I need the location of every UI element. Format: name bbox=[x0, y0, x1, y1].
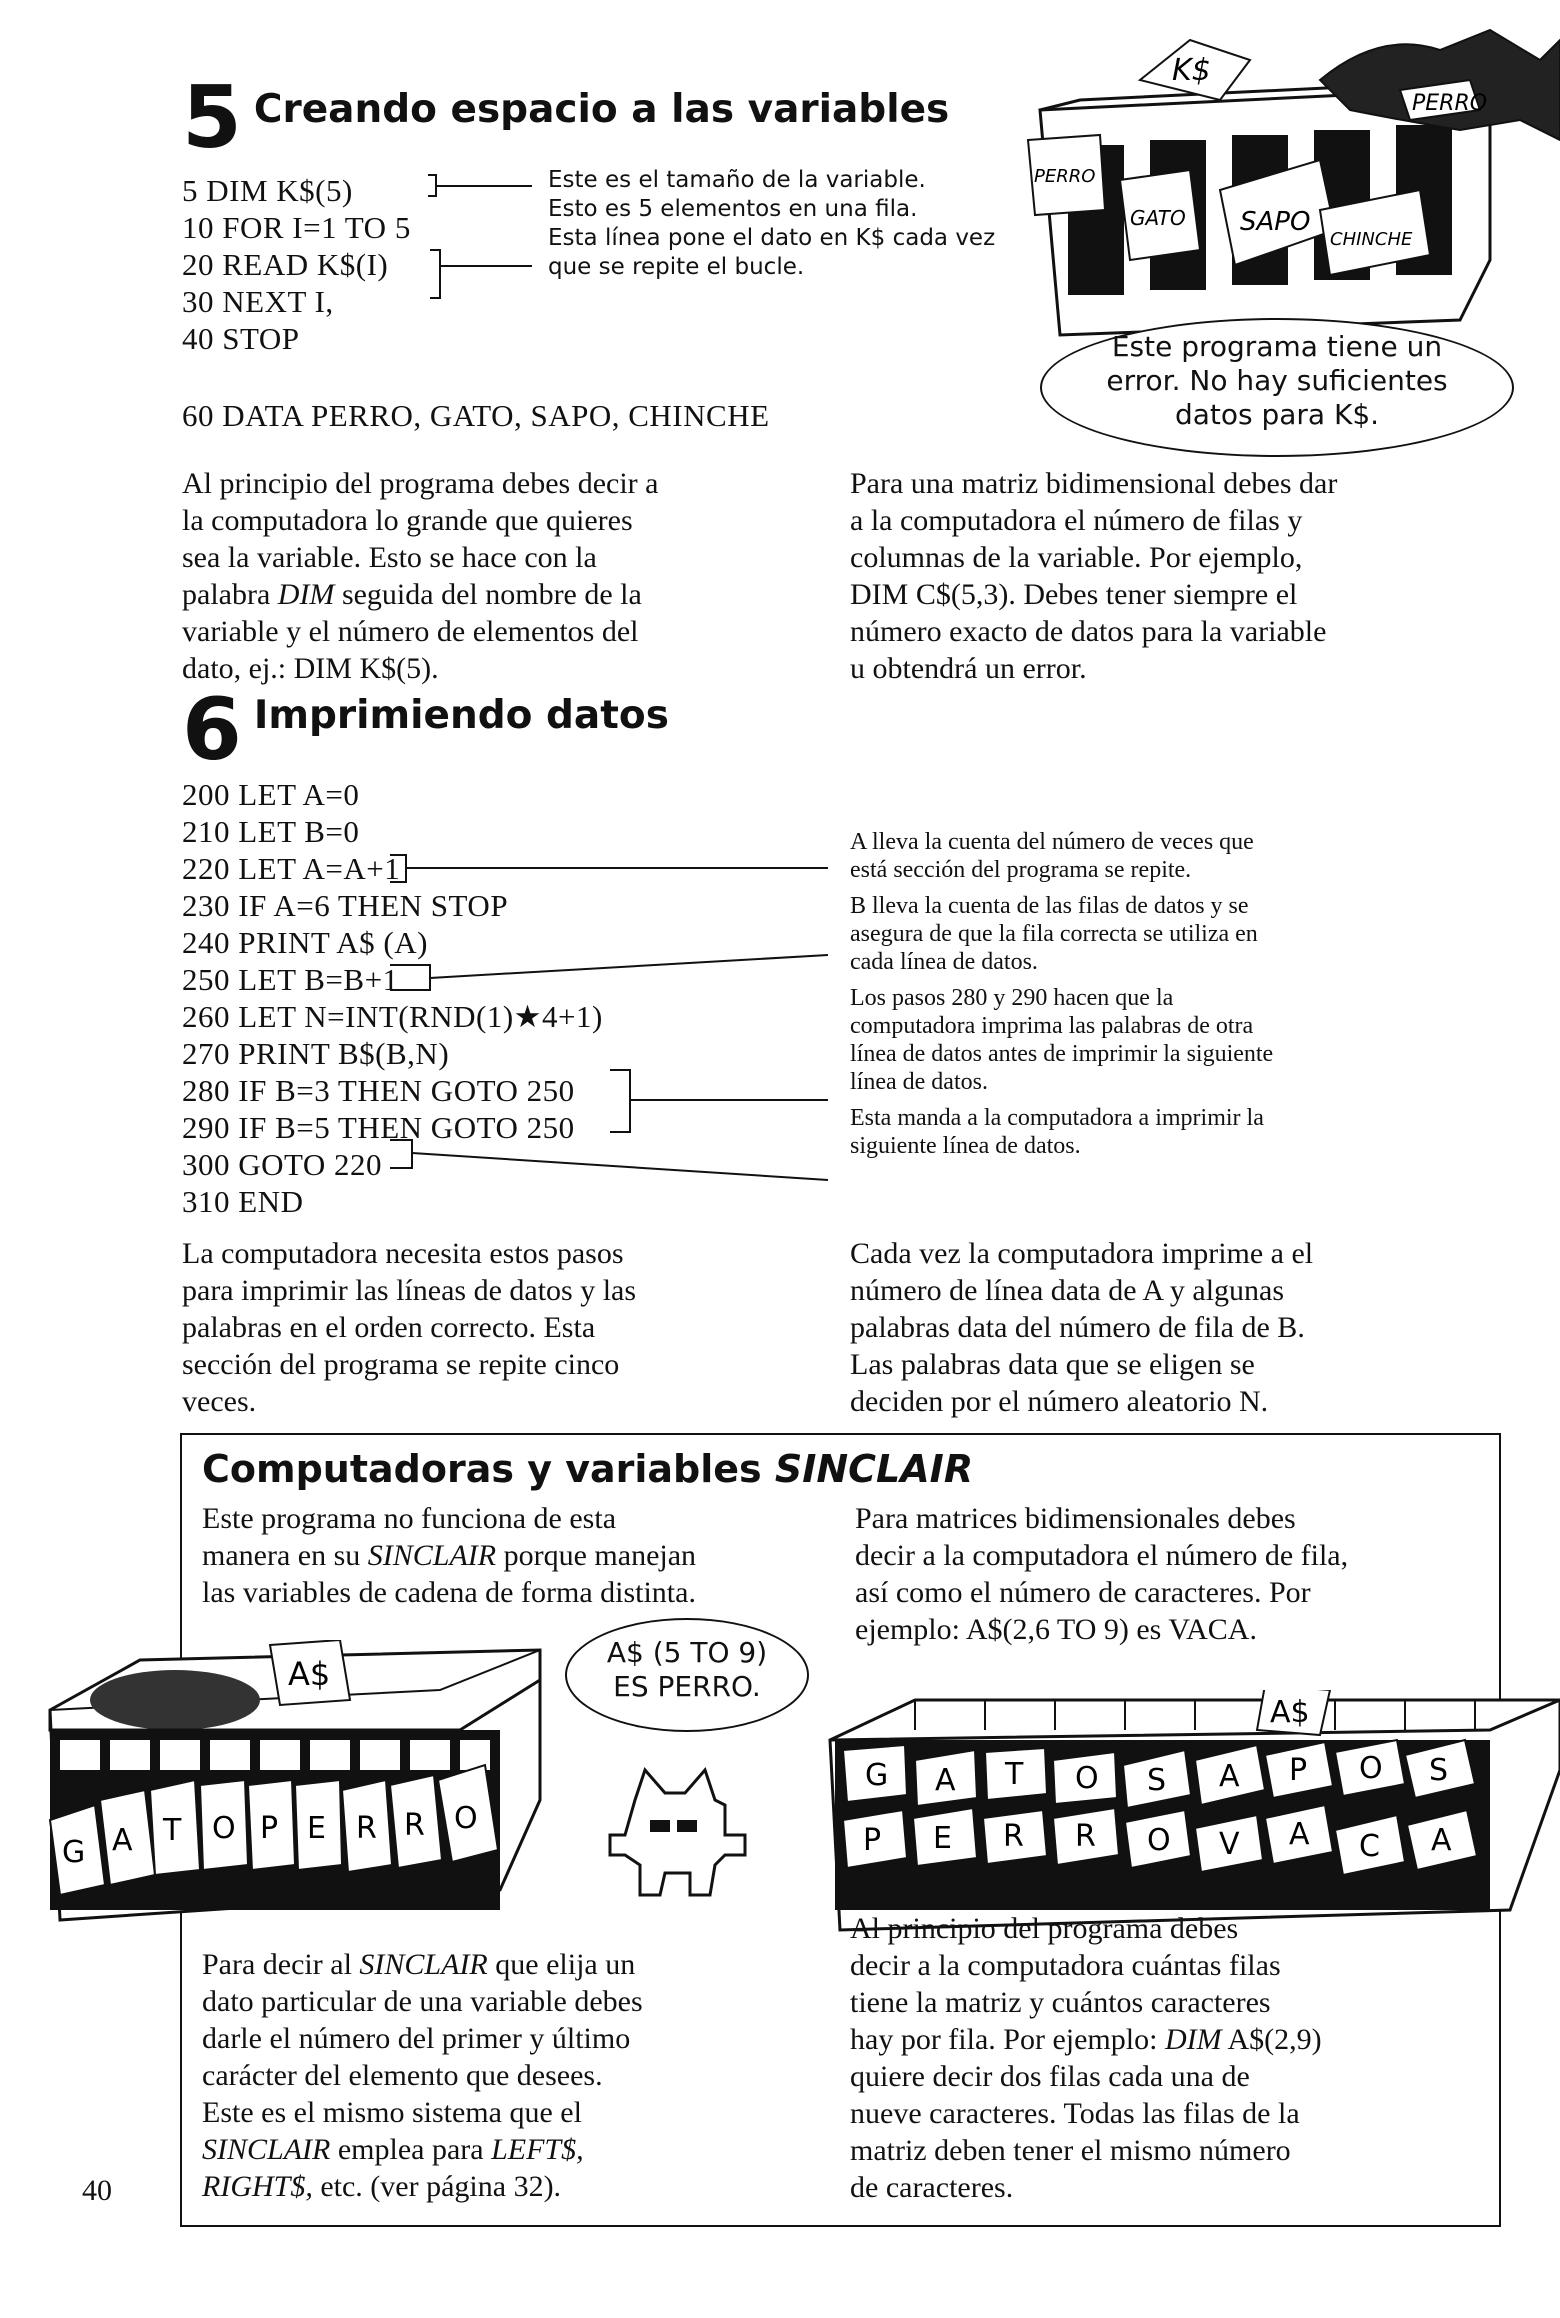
text-run: porque manejan bbox=[496, 1539, 697, 1572]
tag-label: A$ bbox=[1270, 1695, 1310, 1730]
card-letter: P bbox=[1289, 1753, 1308, 1788]
box-bottom-right bbox=[850, 1910, 1490, 2206]
bubble-line: datos para K$. bbox=[1174, 398, 1380, 431]
section-title: Creando espacio a las variables bbox=[253, 87, 950, 132]
text-run: seguida del nombre de la bbox=[334, 578, 642, 611]
code-line: 290 IF B=5 THEN GOTO 250 bbox=[182, 1110, 575, 1145]
section-5-heading bbox=[182, 68, 950, 168]
keyword: SINCLAIR bbox=[367, 1539, 497, 1572]
section-6-paragraph-right bbox=[850, 1235, 1510, 1420]
para-line: quiere decir dos filas cada una de bbox=[850, 2060, 1250, 2093]
note-line: siguiente línea de datos. bbox=[850, 1133, 1081, 1159]
card-letter: O bbox=[454, 1801, 478, 1836]
para-line: Las palabras data que se eligen se bbox=[850, 1348, 1255, 1381]
bubble-line: error. No hay suficientes bbox=[1106, 364, 1448, 397]
para-line: u obtendrá un error. bbox=[850, 652, 1087, 685]
para-line bbox=[850, 2021, 1490, 2058]
card-letter: O bbox=[1075, 1761, 1099, 1796]
para-line: las variables de cadena de forma distinta. bbox=[202, 1576, 696, 1609]
section-number: 6 bbox=[182, 680, 242, 780]
note-block bbox=[850, 984, 1500, 1096]
para-line: dato particular de una variable debes bbox=[202, 1985, 643, 2018]
card-letter: S bbox=[1429, 1753, 1449, 1788]
card-label: SAPO bbox=[1240, 207, 1311, 237]
card-label: CHINCHE bbox=[1330, 229, 1413, 250]
text-run: que elija un bbox=[487, 1948, 636, 1981]
notes-6 bbox=[850, 828, 1500, 1160]
keyword: SINCLAIR bbox=[202, 2133, 331, 2166]
card-letter: R bbox=[404, 1808, 425, 1843]
para-line: número de línea data de A y algunas bbox=[850, 1274, 1285, 1307]
double-row-rack-illustration bbox=[825, 1690, 1560, 1940]
code-line: 300 GOTO 220 bbox=[182, 1147, 383, 1182]
card-letter: A bbox=[1219, 1759, 1240, 1794]
card-letter: R bbox=[1075, 1819, 1096, 1854]
card-letter: O bbox=[212, 1811, 236, 1846]
card-letter: C bbox=[1359, 1829, 1380, 1864]
card-letter: A bbox=[1431, 1823, 1452, 1858]
section-6-heading bbox=[182, 680, 669, 780]
code-line: 10 FOR I=1 TO 5 bbox=[182, 210, 411, 245]
box-title-italic: SINCLAIR bbox=[774, 1447, 974, 1491]
card-label: GATO bbox=[1130, 206, 1186, 230]
text-run: Para decir al bbox=[202, 1948, 360, 1981]
page-number: 40 bbox=[82, 2174, 112, 2207]
text-run: emplea para bbox=[330, 2133, 492, 2166]
keyword: RIGHT$, bbox=[202, 2170, 313, 2203]
box-intro-left bbox=[202, 1500, 842, 1611]
para-line bbox=[182, 576, 822, 613]
para-line: Al principio del programa debes decir a bbox=[182, 467, 659, 500]
section-title: Imprimiendo datos bbox=[253, 693, 669, 738]
code-line: 220 LET A=A+1 bbox=[182, 851, 401, 886]
para-line: Para matrices bidimensionales debes bbox=[855, 1502, 1296, 1535]
box-bottom-left bbox=[202, 1946, 802, 2205]
para-line: la computadora lo grande que quieres bbox=[182, 504, 633, 537]
card-letter: G bbox=[865, 1758, 889, 1793]
box-title bbox=[202, 1447, 973, 1491]
card-letter: G bbox=[62, 1835, 86, 1870]
text-run: manera en su bbox=[202, 1539, 368, 1572]
box-intro-right bbox=[855, 1500, 1495, 1648]
para-line: para imprimir las líneas de datos y las bbox=[182, 1274, 637, 1307]
para-line: veces. bbox=[182, 1385, 257, 1418]
para-line: palabras en el orden correcto. Esta bbox=[182, 1311, 596, 1344]
code-line: 40 STOP bbox=[182, 321, 300, 356]
section-number: 5 bbox=[182, 68, 242, 168]
bubble-line: Este programa tiene un bbox=[1111, 330, 1443, 363]
section-5-paragraph-right bbox=[850, 465, 1510, 687]
para-line: Este es el mismo sistema que el bbox=[202, 2096, 582, 2129]
para-line: a la computadora el número de filas y bbox=[850, 504, 1303, 537]
card-label: PERRO bbox=[1034, 166, 1096, 187]
para-line: nueve caracteres. Todas las filas de la bbox=[850, 2097, 1300, 2130]
code-line: 260 LET N=INT(RND(1)★4+1) bbox=[182, 999, 603, 1034]
note-line: Esto es 5 elementos en una fila. bbox=[548, 196, 918, 222]
para-line: Este programa no funciona de esta bbox=[202, 1502, 617, 1535]
text-run: A$(2,9) bbox=[1221, 2023, 1322, 2056]
para-line: decir a la computadora cuántas filas bbox=[850, 1949, 1281, 1982]
para-line: decir a la computadora el número de fila, bbox=[855, 1539, 1349, 1572]
code-line: 240 PRINT A$ (A) bbox=[182, 925, 428, 960]
note-line: cada línea de datos. bbox=[850, 949, 1038, 975]
connector-lines-5 bbox=[420, 170, 550, 320]
note-line: asegura de que la fila correcta se utiliza en bbox=[850, 921, 1258, 947]
para-line bbox=[202, 2168, 802, 2205]
note-line: computadora imprima las palabras de otra bbox=[850, 1013, 1254, 1039]
card-letter: V bbox=[1219, 1827, 1240, 1862]
code-line: 250 LET B=B+1 bbox=[182, 962, 399, 997]
para-line: ejemplo: A$(2,6 TO 9) es VACA. bbox=[855, 1613, 1257, 1646]
para-line: columnas de la variable. Por ejemplo, bbox=[850, 541, 1303, 574]
note-line: que se repite el bucle. bbox=[548, 254, 805, 280]
text-run: etc. (ver página 32). bbox=[312, 2170, 562, 2203]
para-line: Al principio del programa debes bbox=[850, 1912, 1239, 1945]
para-line bbox=[202, 1537, 842, 1574]
code-line: 230 IF A=6 THEN STOP bbox=[182, 888, 509, 923]
para-line: número exacto de datos para la variable bbox=[850, 615, 1327, 648]
code-line: 5 DIM K$(5) bbox=[182, 173, 353, 208]
para-line: Cada vez la computadora imprime a el bbox=[850, 1237, 1314, 1270]
keyword: LEFT$, bbox=[491, 2133, 584, 2166]
note-line: línea de datos antes de imprimir la siguiente bbox=[850, 1041, 1274, 1067]
para-line: de caracteres. bbox=[850, 2171, 1014, 2204]
code-line: 280 IF B=3 THEN GOTO 250 bbox=[182, 1073, 575, 1108]
error-speech-bubble bbox=[1040, 318, 1514, 457]
para-line: variable y el número de elementos del bbox=[182, 615, 639, 648]
card-letter: A bbox=[935, 1763, 956, 1798]
para-line: así como el número de caracteres. Por bbox=[855, 1576, 1311, 1609]
card-letter: A bbox=[112, 1823, 133, 1858]
para-line: dato, ej.: DIM K$(5). bbox=[182, 652, 439, 685]
note-line: Este es el tamaño de la variable. bbox=[548, 167, 926, 193]
text-run: hay por fila. Por ejemplo: bbox=[850, 2023, 1165, 2056]
section-5-paragraph-left bbox=[182, 465, 822, 687]
robot-character bbox=[605, 1765, 750, 1900]
para-line: palabras data del número de fila de B. bbox=[850, 1311, 1305, 1344]
bug-card-label: PERRO bbox=[1412, 91, 1488, 116]
code-line: 20 READ K$(I) bbox=[182, 247, 389, 282]
keyword: SINCLAIR bbox=[359, 1948, 488, 1981]
pigeonhole-illustration bbox=[1020, 20, 1560, 360]
code-line: 210 LET B=0 bbox=[182, 814, 360, 849]
para-line: matriz deben tener el mismo número bbox=[850, 2134, 1291, 2167]
code-line: 310 END bbox=[182, 1184, 304, 1219]
card-letter: O bbox=[1359, 1751, 1383, 1786]
para-line: tiene la matriz y cuántos caracteres bbox=[850, 1986, 1271, 2019]
single-row-rack-illustration bbox=[20, 1640, 560, 1930]
code-line: 200 LET A=0 bbox=[182, 777, 360, 812]
card-letter: R bbox=[1003, 1819, 1024, 1854]
card-letter: P bbox=[260, 1811, 279, 1846]
bubble-line: A$ (5 TO 9) bbox=[606, 1636, 768, 1669]
section-6-paragraph-left bbox=[182, 1235, 822, 1420]
keyword: DIM bbox=[1164, 2023, 1222, 2056]
para-line: sea la variable. Esto se hace con la bbox=[182, 541, 597, 574]
bubble-line: ES PERRO. bbox=[613, 1670, 761, 1703]
tag-label: A$ bbox=[288, 1655, 331, 1693]
code-line: 30 NEXT I, bbox=[182, 284, 334, 319]
note-block bbox=[850, 828, 1500, 884]
code-line: 270 PRINT B$(B,N) bbox=[182, 1036, 450, 1071]
card-letter: O bbox=[1147, 1823, 1171, 1858]
card-letter: A bbox=[1289, 1817, 1310, 1852]
text-run: palabra bbox=[182, 578, 278, 611]
note-line: Esta línea pone el dato en K$ cada vez bbox=[548, 225, 996, 251]
para-line: La computadora necesita estos pasos bbox=[182, 1237, 624, 1270]
card-letter: P bbox=[863, 1823, 882, 1858]
card-letter: E bbox=[933, 1821, 952, 1856]
para-line: Para una matriz bidimensional debes dar bbox=[850, 467, 1338, 500]
note-line: Esta manda a la computadora a imprimir la bbox=[850, 1105, 1264, 1131]
note-line: Los pasos 280 y 290 hacen que la bbox=[850, 985, 1174, 1011]
keyword: DIM bbox=[277, 578, 335, 611]
para-line: deciden por el número aleatorio N. bbox=[850, 1385, 1269, 1418]
card-letter: T bbox=[163, 1813, 182, 1848]
note-line: B lleva la cuenta de las filas de datos y se bbox=[850, 893, 1249, 919]
card-letter: S bbox=[1147, 1763, 1167, 1798]
notes-5 bbox=[548, 166, 995, 282]
card-letter: R bbox=[356, 1811, 377, 1846]
para-line bbox=[202, 2131, 802, 2168]
card-letter: T bbox=[1005, 1757, 1024, 1792]
box-title-text: Computadoras y variables bbox=[202, 1447, 775, 1491]
connector-lines-6 bbox=[390, 850, 830, 1190]
para-line bbox=[202, 1946, 802, 1983]
note-line: línea de datos. bbox=[850, 1069, 988, 1095]
sinclair-speech-bubble bbox=[565, 1618, 809, 1732]
para-line: sección del programa se repite cinco bbox=[182, 1348, 620, 1381]
note-line: está sección del programa se repite. bbox=[850, 857, 1192, 883]
para-line: carácter del elemento que desees. bbox=[202, 2059, 603, 2092]
code-listing-5 bbox=[182, 172, 411, 357]
note-block bbox=[850, 892, 1500, 976]
para-line: darle el número del primer y último bbox=[202, 2022, 631, 2055]
card-letter: E bbox=[307, 1811, 326, 1846]
note-line: A lleva la cuenta del número de veces que bbox=[850, 829, 1254, 855]
data-line: 60 DATA PERRO, GATO, SAPO, CHINCHE bbox=[182, 398, 770, 433]
tag-label: K$ bbox=[1172, 53, 1211, 88]
para-line: DIM C$(5,3). Debes tener siempre el bbox=[850, 578, 1298, 611]
note-block bbox=[850, 1104, 1500, 1160]
